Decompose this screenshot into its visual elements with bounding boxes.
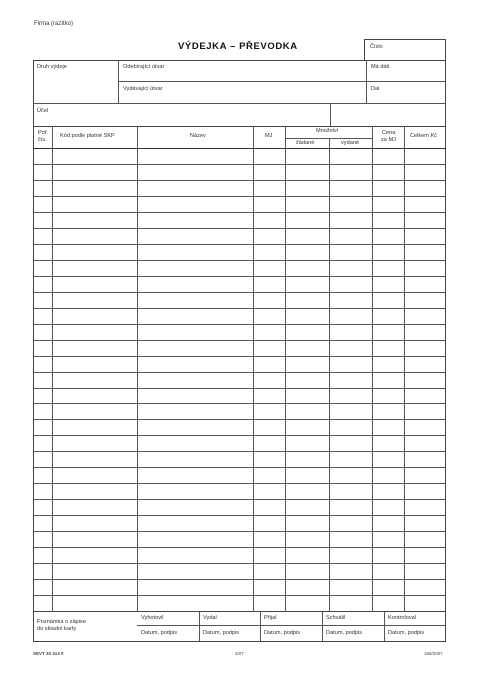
col-price-header-line2: za MJ — [381, 137, 396, 143]
table-row — [33, 467, 446, 468]
col-number-header-line2: čís. — [38, 137, 47, 143]
sig-checked-date[interactable]: Datum, podpis — [388, 630, 425, 636]
issue-type-field[interactable]: Druh výdeje — [37, 64, 67, 70]
table-row — [33, 595, 446, 596]
table-row — [33, 212, 446, 213]
col-code-header: Kód podle platné SKP — [60, 133, 115, 139]
table-row — [33, 531, 446, 532]
table-row — [33, 356, 446, 357]
table-row — [33, 451, 446, 452]
table-row — [33, 372, 446, 373]
sig-prepared-date[interactable]: Datum, podpis — [141, 630, 178, 636]
table-row — [33, 579, 446, 580]
number-box[interactable] — [364, 39, 446, 61]
issuing-unit-field[interactable]: Vydávající útvar — [123, 86, 163, 92]
table-row — [33, 340, 446, 341]
sig-checked-role: Kontroloval — [388, 615, 416, 621]
table-row — [33, 180, 446, 181]
table-row — [33, 499, 446, 500]
table-row — [33, 292, 446, 293]
table-row — [33, 324, 446, 325]
col-name-header: Název — [190, 133, 206, 139]
sig-approved-role: Schválil — [326, 615, 346, 621]
credit-field[interactable]: Dal — [371, 86, 380, 92]
table-row — [33, 308, 446, 309]
table-row — [33, 547, 446, 548]
col-unit-header: MJ — [265, 133, 273, 139]
note-label-line2: do skladní karty — [37, 626, 77, 632]
items-table — [33, 126, 446, 612]
sig-issued-date[interactable]: Datum, podpis — [203, 630, 240, 636]
form-revision: 3/07 — [235, 651, 244, 656]
col-number-header: Poř. — [38, 130, 49, 136]
sig-received-role: Přijal — [264, 615, 277, 621]
table-row — [33, 260, 446, 261]
number-label: Číslo — [370, 44, 383, 50]
col-total-header: Celkem Kč — [410, 133, 438, 139]
table-row — [33, 388, 446, 389]
document-title: VÝDEJKA – PŘEVODKA — [178, 41, 298, 52]
form-edition: 166/2007 — [424, 651, 443, 656]
sig-issued-role: Vydal — [203, 615, 217, 621]
table-row — [33, 435, 446, 436]
table-row — [33, 483, 446, 484]
col-quantity-header: Množství — [316, 128, 339, 134]
signature-block — [33, 611, 446, 642]
col-price-header: Cena — [382, 130, 396, 136]
table-row — [33, 276, 446, 277]
table-row — [33, 164, 446, 165]
purpose-field[interactable]: Účel — [37, 108, 49, 114]
debit-field[interactable]: Má dáti — [371, 64, 390, 70]
note-label: Poznámka o zápise — [37, 619, 86, 625]
table-row — [33, 515, 446, 516]
sig-approved-date[interactable]: Datum, podpis — [326, 630, 363, 636]
form-code: SEVT 30 413 0 — [33, 651, 64, 656]
table-row — [33, 419, 446, 420]
sig-prepared-role: Vyhotovil — [141, 615, 164, 621]
table-row — [33, 244, 446, 245]
table-row — [33, 228, 446, 229]
receiving-unit-field[interactable]: Odebírající útvar — [123, 64, 165, 70]
table-row — [33, 196, 446, 197]
sig-received-date[interactable]: Datum, podpis — [264, 630, 301, 636]
company-stamp-label: Firma (razítko) — [34, 21, 73, 27]
col-requested-header: žádané — [296, 140, 315, 146]
table-row — [33, 403, 446, 404]
table-row — [33, 563, 446, 564]
col-issued-header: vydané — [341, 140, 360, 146]
